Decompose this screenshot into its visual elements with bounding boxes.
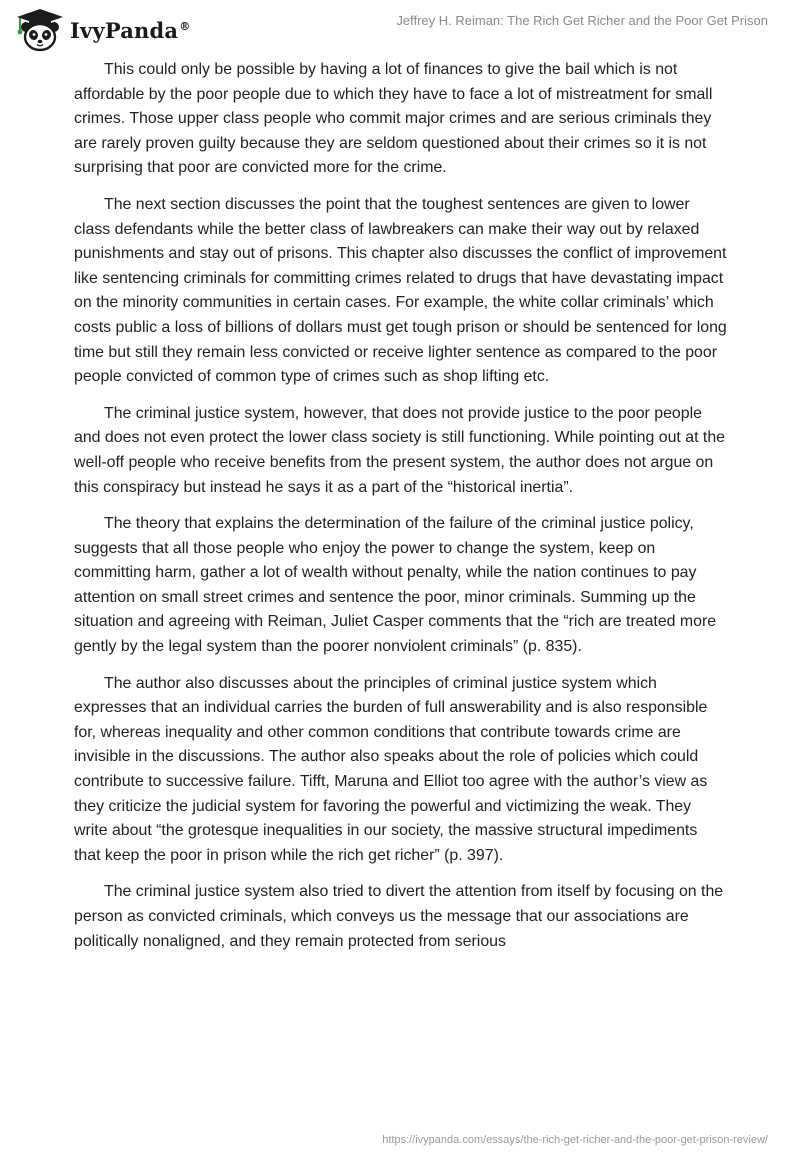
paragraph: The criminal justice system, however, that does not provide justice to the poor people and does not even protect the lower class society is still functioning. While pointing out at the well-off people who receive benefits from the present system, the author does not argue on this conspiracy but instead he says it as a part of the “historical inertia”. [74, 404, 725, 496]
panda-graduate-icon [14, 8, 66, 52]
paragraph: This could only be possible by having a lot of finances to give the bail which is not affordable by the poor people due to which they have to face a lot of mistreatment for small crimes. Those upper class people who commit major crimes and are serious criminals they are rarely proven guilty because they are seldom questioned about their crimes so it is not surprising that poor are convicted more for the crime. [74, 61, 713, 177]
paragraph: The author also discusses about the principles of criminal justice system which expresses that an individual carries the burden of full answerability and is also responsible for, whereas inequality and other common conditions that contribute towards crime are invisible in the discussions. The author also speaks about the role of policies which could contribute to successive failure. Tifft, Maruna and Elliot too agree with the author’s view as they criticize the judicial system for favoring the powerful and victimizing the weak. They write about “the grotesque inequalities in our society, the massive structural impediments that keep the poor in prison while the rich get richer” (p. 397). [74, 674, 708, 864]
essay-body [74, 58, 728, 966]
paragraph: The next section discusses the point that the toughest sentences are given to lower class defendants while the better class of lawbreakers can make their way out by relaxed punishments and stay out of prisons. This chapter also discusses the conflict of improvement like sentencing criminals for committing crimes related to drugs that have devastating impact on the minority communities in certain cases. For example, the white collar criminals’ which costs public a loss of billions of dollars must get tough prison or should be sentenced for long time but still they remain less convicted or receive lighter sentence as compared to the poor people convicted of common type of crimes such as shop lifting etc. [74, 195, 727, 386]
page-header [0, 0, 800, 60]
ivypanda-logo[interactable] [14, 8, 190, 52]
document-title: Jeffrey H. Reiman: The Rich Get Richer and the Poor Get Prison [396, 13, 768, 28]
brand-name: IvyPanda® [70, 17, 191, 43]
registered-mark: ® [179, 19, 191, 33]
paragraph: The theory that explains the determination of the failure of the criminal justice policy, suggests that all those people who enjoy the power to change the system, keep on committing harm, gather a lot of wealth without penalty, while the nation continues to pay attention on small street crimes and sentence the poor, minor criminals. Summing up the situation and agreeing with Reiman, Juliet Casper comments that the “rich are treated more gently by the legal system than the poorer nonviolent criminals” (p. 835). [74, 515, 717, 656]
paragraph: The criminal justice system also tried to divert the attention from itself by focusing on the person as convicted criminals, which conveys us the message that our associations are politically nonaligned, and they remain protected from serious [74, 883, 724, 950]
source-url[interactable]: https://ivypanda.com/essays/the-rich-get-richer-and-the-poor-get-prison-review/ [382, 1134, 768, 1146]
